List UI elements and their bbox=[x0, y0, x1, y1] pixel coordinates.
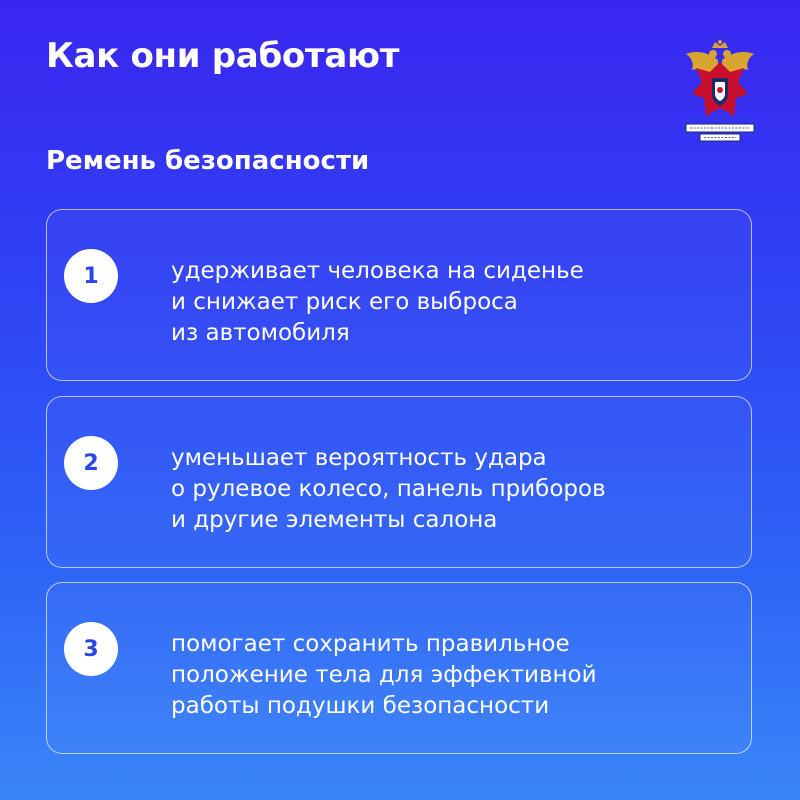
item-number-badge: 2 bbox=[64, 436, 118, 490]
item-line: из автомобиля bbox=[171, 320, 350, 346]
item-description bbox=[171, 629, 597, 722]
item-number-badge: 1 bbox=[64, 249, 118, 303]
section-subtitle: Ремень безопасности bbox=[46, 146, 370, 176]
list-item bbox=[46, 396, 752, 568]
list-item bbox=[46, 209, 752, 381]
list-item bbox=[46, 582, 752, 754]
item-number-badge: 3 bbox=[64, 622, 118, 676]
item-line: и снижает риск его выброса bbox=[171, 289, 518, 315]
item-line: работы подушки безопасности bbox=[171, 693, 550, 719]
item-line: положение тела для эффективной bbox=[171, 662, 597, 688]
item-line: о рулевое колесо, панель приборов bbox=[171, 476, 606, 502]
item-line: и другие элементы салона bbox=[171, 507, 498, 533]
item-description bbox=[171, 443, 606, 536]
item-line: удерживает человека на сиденье bbox=[171, 258, 584, 284]
item-line: помогает сохранить правильное bbox=[171, 631, 570, 657]
item-line: уменьшает вероятность удара bbox=[171, 445, 547, 471]
item-description bbox=[171, 256, 584, 349]
police-emblem-icon bbox=[682, 38, 758, 154]
page-title: Как они работают bbox=[46, 36, 400, 76]
